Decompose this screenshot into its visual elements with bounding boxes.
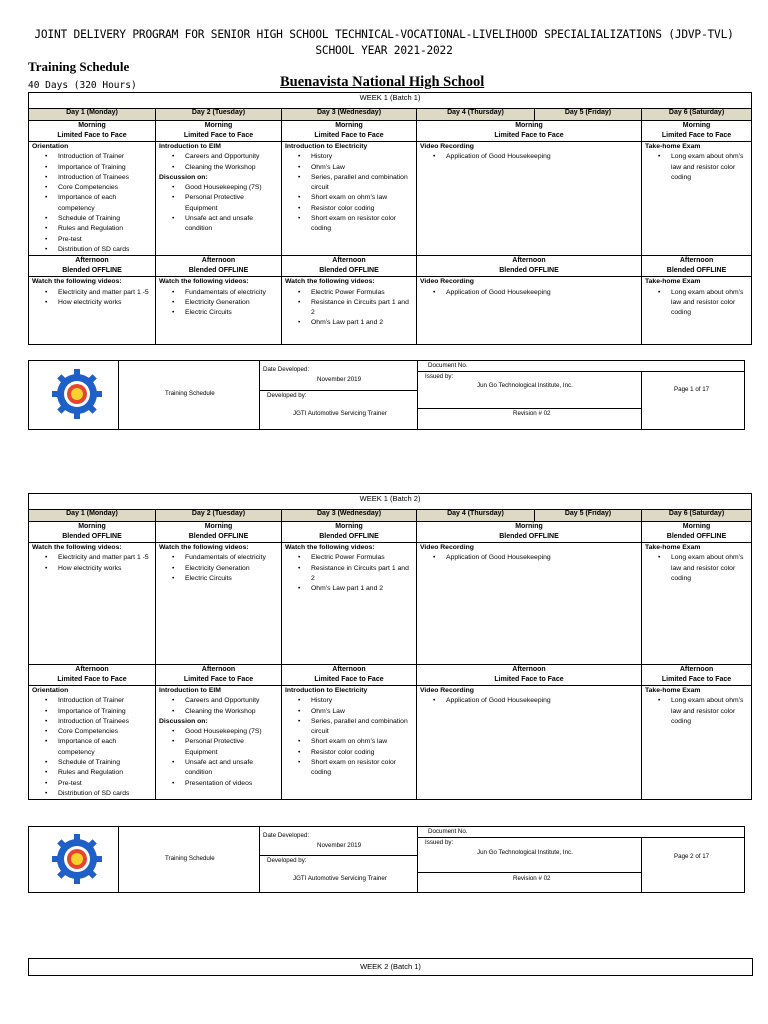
day-header: Day 5 (Friday): [535, 109, 642, 121]
page-number: Page 1 of 17: [674, 386, 710, 393]
footer-title: Training Schedule: [165, 855, 215, 862]
list-item: • Unsafe act and unsafe condition: [185, 214, 278, 235]
list-item: • Good Housekeeping (7S): [185, 183, 278, 193]
list-item: • Electricity and matter part 1 -5: [58, 553, 152, 563]
list-item: • Resistor color coding: [311, 748, 413, 758]
document-footer-1: [28, 360, 745, 430]
document-no-label: Document No.: [428, 828, 468, 835]
cell-day6-f2f: Take-home Exam • Long exam about ohm’s law and resistor color coding: [642, 686, 752, 800]
program-title: JOINT DELIVERY PROGRAM FOR SENIOR HIGH SCHOOL TECHNICAL-VOCATIONAL-LIVELIHOOD SPECIALIALIZATIONS (JDVP-TVL) SCHOOL YEAR 2021-2022: [34, 28, 734, 57]
session-header: Afternoon Blended OFFLINE: [282, 256, 417, 277]
date-developed-label: Date Developed:: [263, 832, 310, 839]
list-item: • Presentation of videos: [185, 779, 278, 789]
day-header: Day 2 (Tuesday): [156, 510, 282, 522]
list-item: • Short exam on resistor color coding: [311, 758, 413, 779]
list-item: • Long exam about ohm’s law and resistor color coding: [671, 152, 748, 183]
list-item: • Introduction of Trainees: [58, 173, 152, 183]
session-header: Afternoon Blended OFFLINE: [642, 256, 752, 277]
list-item: • Pre-test: [58, 235, 152, 245]
schedule-table-batch1: [28, 92, 752, 345]
day-header: Day 3 (Wednesday): [282, 109, 417, 121]
page-number: Page 2 of 17: [674, 853, 710, 860]
cell-day1-f2f: Orientation • Introduction of Trainer • Importance of Training • Introduction of Trainees • Core Competencies • Importance of each competency • Schedule of Training • Rules and Regulation • Pre-test • Distribution of SD cards: [29, 142, 156, 256]
date-developed: November 2019: [317, 376, 362, 383]
session-header: Morning Blended OFFLINE: [417, 522, 642, 543]
session-header: Afternoon Limited Face to Face: [282, 665, 417, 686]
session-header: Afternoon Limited Face to Face: [29, 665, 156, 686]
list-item: • Distribution of SD cards: [58, 789, 152, 799]
list-item: • Short exam on ohm’s law: [311, 193, 413, 203]
cell-day6-offline: Take-home Exam • Long exam about ohm’s law and resistor color coding: [642, 543, 752, 665]
session-header: Morning Limited Face to Face: [417, 121, 642, 142]
cell-day1-offline: Watch the following videos: • Electricity and matter part 1 -5 • How electricity works: [29, 543, 156, 665]
list-item: • Short exam on ohm’s law: [311, 737, 413, 747]
list-item: • Application of Good Housekeeping: [446, 152, 638, 162]
list-item: • Careers and Opportunity: [185, 152, 278, 162]
school-name: Buenavista National High School: [280, 74, 485, 90]
revision: Revision # 02: [513, 875, 551, 882]
session-header: Morning Limited Face to Face: [282, 121, 417, 142]
session-header: Morning Limited Face to Face: [29, 121, 156, 142]
list-item: • Importance of Training: [58, 163, 152, 173]
session-header: Afternoon Blended OFFLINE: [156, 256, 282, 277]
schedule-table-batch2: [28, 493, 752, 800]
list-item: • Schedule of Training: [58, 214, 152, 224]
day-header: Day 1 (Monday): [29, 510, 156, 522]
list-item: • Ohm’s Law part 1 and 2: [311, 318, 413, 328]
list-item: • History: [311, 152, 413, 162]
list-item: • Fundamentals of electricity: [185, 553, 278, 563]
cell-day2-f2f: Introduction to EIM • Careers and Opportunity • Cleaning the Workshop Discussion on: • Good Housekeeping (7S) • Personal Protective Equipment • Unsafe act and unsafe condition • Presentation of videos: [156, 686, 282, 800]
list-item: • Rules and Regulation: [58, 224, 152, 234]
list-item: • Resistor color coding: [311, 204, 413, 214]
cell-day45-offline: Video Recording • Application of Good Housekeeping: [417, 277, 642, 345]
cell-day6-offline: Take-home Exam • Long exam about ohm’s law and resistor color coding: [642, 277, 752, 345]
list-item: • Resistance in Circuits part 1 and 2: [311, 564, 413, 585]
list-item: • Series, parallel and combination circuit: [311, 173, 413, 194]
issued-by-label: Issued by:: [425, 373, 454, 380]
session-header: Afternoon Limited Face to Face: [642, 665, 752, 686]
cell-day45-f2f: Video Recording • Application of Good Housekeeping: [417, 142, 642, 256]
list-item: • Electric Circuits: [185, 574, 278, 584]
list-item: • Long exam about ohm’s law and resistor color coding: [671, 288, 748, 319]
list-item: • Pre-test: [58, 779, 152, 789]
list-item: • Ohm’s Law: [311, 163, 413, 173]
list-item: • Electric Power Formulas: [311, 553, 413, 563]
day-header: Day 5 (Friday): [535, 510, 642, 522]
cell-day45-offline: Video Recording • Application of Good Housekeeping: [417, 543, 642, 665]
list-item: • Ohm’s Law part 1 and 2: [311, 584, 413, 594]
session-header: Afternoon Blended OFFLINE: [417, 256, 642, 277]
date-developed: November 2019: [317, 842, 362, 849]
document-footer-2: [28, 826, 745, 893]
day-header: Day 1 (Monday): [29, 109, 156, 121]
list-item: • Careers and Opportunity: [185, 696, 278, 706]
list-item: • Electricity and matter part 1 -5: [58, 288, 152, 298]
issued-by: Jun Go Technological Institute, Inc.: [477, 849, 573, 856]
list-item: • Introduction of Trainer: [58, 696, 152, 706]
week2-batch1-header: WEEK 2 (Batch 1): [28, 958, 753, 976]
session-header: Morning Blended OFFLINE: [282, 522, 417, 543]
session-header: Morning Blended OFFLINE: [642, 522, 752, 543]
list-item: • How electricity works: [58, 298, 152, 308]
list-item: • Introduction of Trainees: [58, 717, 152, 727]
list-item: • Introduction of Trainer: [58, 152, 152, 162]
cell-day3-f2f: Introduction to Electricity • History • Ohm’s Law • Series, parallel and combination circuit • Short exam on ohm’s law • Resistor color coding • Short exam on resistor color coding: [282, 142, 417, 256]
list-item: • Long exam about ohm’s law and resistor color coding: [671, 553, 748, 584]
cell-day2-offline: Watch the following videos: • Fundamentals of electricity • Electricity Generation • Electric Circuits: [156, 543, 282, 665]
list-item: • Application of Good Housekeeping: [446, 288, 638, 298]
session-header: Morning Blended OFFLINE: [29, 522, 156, 543]
revision: Revision # 02: [513, 410, 551, 417]
list-item: • History: [311, 696, 413, 706]
duration-label: 40 Days (320 Hours): [28, 80, 137, 91]
cell-day1-f2f: Orientation • Introduction of Trainer • Importance of Training • Introduction of Trainees • Core Competencies • Importance of each competency • Schedule of Training • Rules and Regulation • Pre-test • Distribution of SD cards: [29, 686, 156, 800]
day-header: Day 3 (Wednesday): [282, 510, 417, 522]
list-item: • Distribution of SD cards: [58, 245, 152, 255]
training-schedule-title: Training Schedule: [28, 59, 130, 74]
day-header: Day 6 (Saturday): [642, 109, 752, 121]
list-item: • Ohm’s Law: [311, 707, 413, 717]
cell-day3-offline: Watch the following videos: • Electric Power Formulas • Resistance in Circuits part 1 and 2 • Ohm’s Law part 1 and 2: [282, 543, 417, 665]
list-item: • Resistance in Circuits part 1 and 2: [311, 298, 413, 319]
session-header: Afternoon Limited Face to Face: [417, 665, 642, 686]
list-item: • Cleaning the Workshop: [185, 707, 278, 717]
list-item: • Importance of Training: [58, 707, 152, 717]
cell-day6-f2f: Take-home Exam • Long exam about ohm’s law and resistor color coding: [642, 142, 752, 256]
developed-by: JGTI Automotive Servicing Trainer: [293, 410, 387, 417]
list-item: • Importance of each competency: [58, 193, 152, 214]
week-title: WEEK 1 (Batch 1): [29, 93, 752, 109]
cell-day1-offline: Watch the following videos: • Electricity and matter part 1 -5 • How electricity works: [29, 277, 156, 345]
list-item: • Core Competencies: [58, 183, 152, 193]
list-item: • Electricity Generation: [185, 298, 278, 308]
list-item: • Rules and Regulation: [58, 768, 152, 778]
list-item: • Good Housekeeping (7S): [185, 727, 278, 737]
cell-day2-offline: Watch the following videos: • Fundamentals of electricity • Electricity Generation • Electric Circuits: [156, 277, 282, 345]
list-item: • Application of Good Housekeeping: [446, 696, 638, 706]
session-header: Afternoon Blended OFFLINE: [29, 256, 156, 277]
developed-by-label: Developed by:: [267, 857, 307, 864]
developed-by: JGTI Automotive Servicing Trainer: [293, 875, 387, 882]
session-header: Afternoon Limited Face to Face: [156, 665, 282, 686]
list-item: • Core Competencies: [58, 727, 152, 737]
day-header: Day 4 (Thursday): [417, 510, 535, 522]
list-item: • Electric Circuits: [185, 308, 278, 318]
cell-day3-offline: Watch the following videos: • Electric Power Formulas • Resistance in Circuits part 1 and 2 • Ohm’s Law part 1 and 2: [282, 277, 417, 345]
list-item: • How electricity works: [58, 564, 152, 574]
session-header: Morning Limited Face to Face: [156, 121, 282, 142]
list-item: • Short exam on resistor color coding: [311, 214, 413, 235]
cell-day3-f2f: Introduction to Electricity • History • Ohm’s Law • Series, parallel and combination circuit • Short exam on ohm’s law • Resistor color coding • Short exam on resistor color coding: [282, 686, 417, 800]
list-item: • Electricity Generation: [185, 564, 278, 574]
developed-by-label: Developed by:: [267, 392, 307, 399]
session-header: Morning Limited Face to Face: [642, 121, 752, 142]
week-title: WEEK 1 (Batch 2): [29, 494, 752, 510]
cell-day2-f2f: Introduction to EIM • Careers and Opportunity • Cleaning the Workshop Discussion on: • Good Housekeeping (7S) • Personal Protective Equipment • Unsafe act and unsafe condition: [156, 142, 282, 256]
session-header: Morning Blended OFFLINE: [156, 522, 282, 543]
day-header: Day 6 (Saturday): [642, 510, 752, 522]
date-developed-label: Date Developed:: [263, 366, 310, 373]
list-item: • Personal Protective Equipment: [185, 193, 278, 214]
list-item: • Schedule of Training: [58, 758, 152, 768]
list-item: • Cleaning the Workshop: [185, 163, 278, 173]
issued-by: Jun Go Technological Institute, Inc.: [477, 382, 573, 389]
list-item: • Electric Power Formulas: [311, 288, 413, 298]
footer-title: Training Schedule: [165, 390, 215, 397]
list-item: • Personal Protective Equipment: [185, 737, 278, 758]
day-header: Day 4 (Thursday): [417, 109, 535, 121]
issued-by-label: Issued by:: [425, 839, 454, 846]
list-item: • Fundamentals of electricity: [185, 288, 278, 298]
list-item: • Long exam about ohm’s law and resistor color coding: [671, 696, 748, 727]
list-item: • Unsafe act and unsafe condition: [185, 758, 278, 779]
list-item: • Series, parallel and combination circuit: [311, 717, 413, 738]
list-item: • Importance of each competency: [58, 737, 152, 758]
list-item: • Application of Good Housekeeping: [446, 553, 638, 563]
day-header: Day 2 (Tuesday): [156, 109, 282, 121]
school-logo-icon: [51, 833, 103, 885]
school-logo-icon: [51, 368, 103, 420]
document-no-label: Document No.: [428, 362, 468, 369]
cell-day45-f2f: Video Recording • Application of Good Housekeeping: [417, 686, 642, 800]
